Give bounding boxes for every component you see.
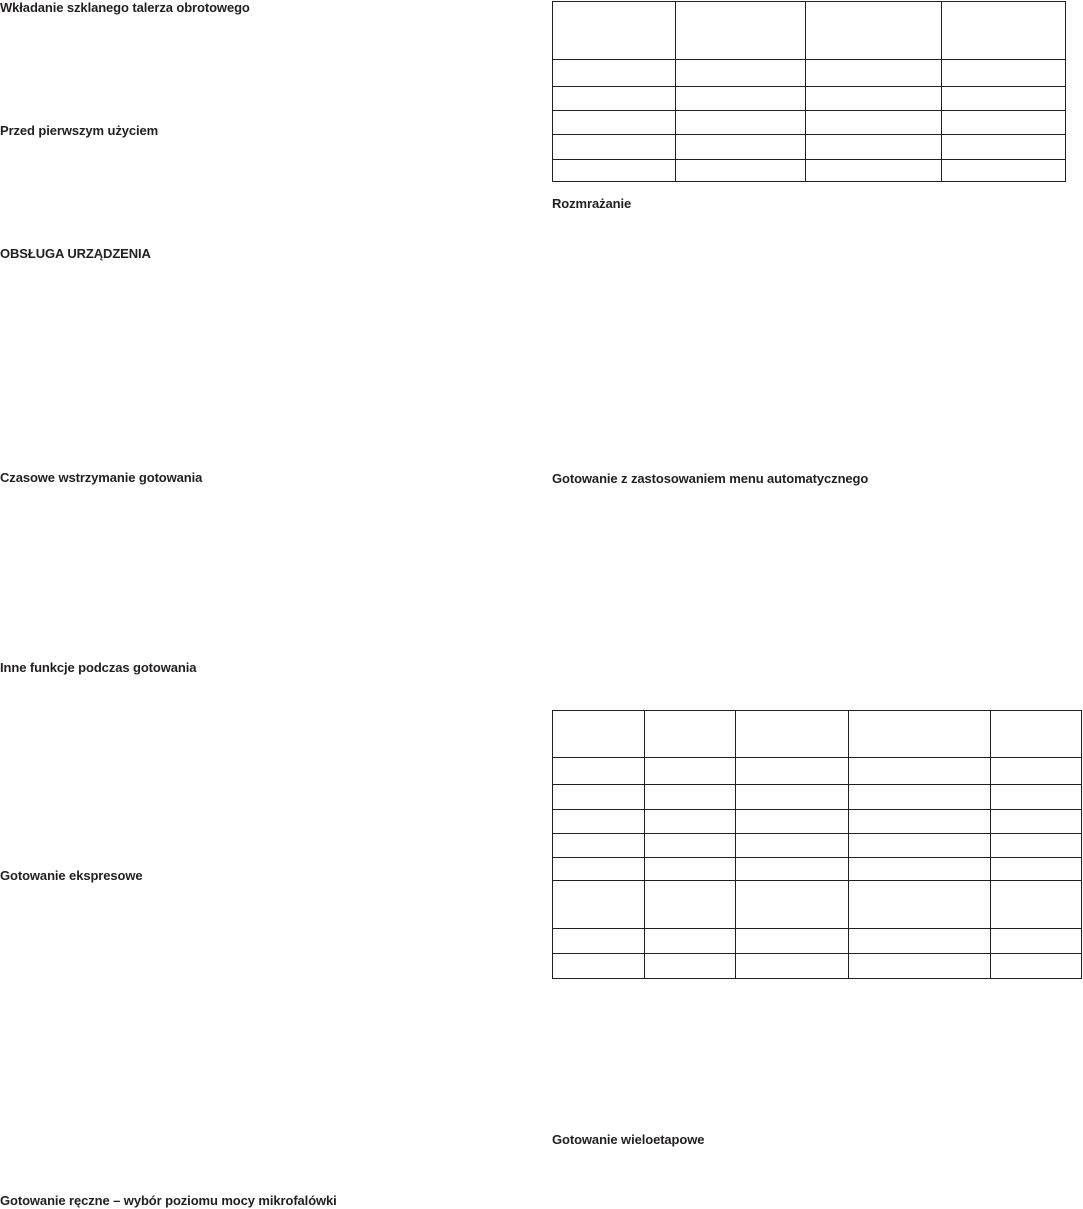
heading-operation: OBSŁUGA URZĄDZENIA <box>0 246 151 261</box>
table-row <box>553 758 1082 785</box>
table-row <box>553 111 1066 135</box>
auto-menu-table <box>552 710 1082 979</box>
table-row <box>553 881 1082 929</box>
table-row <box>553 810 1082 834</box>
heading-auto-menu: Gotowanie z zastosowaniem menu automatycznego <box>552 471 869 486</box>
heading-defrosting: Rozmrażanie <box>552 196 632 211</box>
table-row <box>553 929 1082 954</box>
heading-express-cooking: Gotowanie ekspresowe <box>0 868 143 883</box>
table-row <box>553 785 1082 810</box>
table-row <box>553 711 1082 758</box>
heading-before-first-use: Przed pierwszym użyciem <box>0 123 159 138</box>
heading-pause-cooking: Czasowe wstrzymanie gotowania <box>0 470 203 485</box>
heading-multistage-cooking: Gotowanie wieloetapowe <box>552 1132 705 1147</box>
table-row <box>553 60 1066 87</box>
table-row <box>553 954 1082 979</box>
table-row <box>553 834 1082 858</box>
heading-other-functions: Inne funkcje podczas gotowania <box>0 660 197 675</box>
heading-glass-turntable: Wkładanie szklanego talerza obrotowego <box>0 0 250 15</box>
table-row <box>553 160 1066 182</box>
table-row <box>553 87 1066 111</box>
table-row <box>553 2 1066 60</box>
power-levels-table <box>552 1 1066 182</box>
heading-manual-cooking: Gotowanie ręczne – wybór poziomu mocy mikrofalówki <box>0 1193 337 1208</box>
table-row <box>553 135 1066 160</box>
table-row <box>553 858 1082 881</box>
